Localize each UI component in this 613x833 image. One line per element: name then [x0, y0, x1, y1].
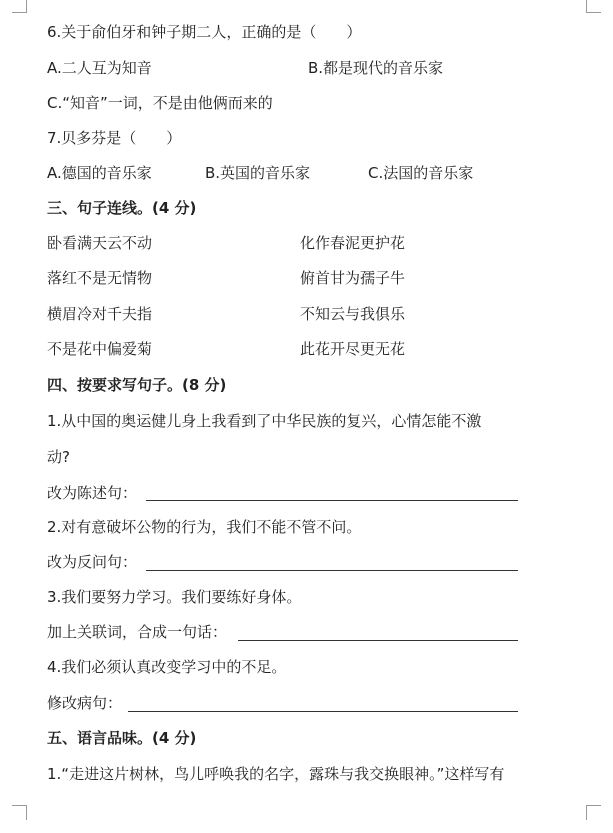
crop-mark-bottom-right [586, 805, 601, 820]
s4-q1-prompt: 改为陈述句： [47, 484, 138, 502]
crop-mark-top-right [586, 0, 601, 13]
q7-stem: 7.贝多芬是（ ） [47, 129, 182, 147]
s4-q3-answer-line[interactable] [238, 640, 518, 641]
match-right-4[interactable]: 此花开尽更无花 [300, 340, 406, 358]
q7-option-b: B.英国的音乐家 [205, 164, 311, 182]
q7-option-c: C.法国的音乐家 [368, 164, 474, 182]
s4-q1-line1: 1.从中国的奥运健儿身上我看到了中华民族的复兴，心情怎能不激 [47, 412, 482, 430]
match-right-2[interactable]: 俯首甘为孺子牛 [300, 269, 406, 287]
q6-option-b: B.都是现代的音乐家 [308, 59, 444, 77]
q7-option-a: A.德国的音乐家 [47, 164, 152, 182]
q6-stem: 6.关于俞伯牙和钟子期二人，正确的是（ ） [47, 23, 362, 41]
section3-title: 三、句子连线。(4 分) [47, 199, 197, 217]
s4-q1-line2: 动? [47, 448, 70, 466]
crop-mark-bottom-left [12, 805, 27, 820]
q6-option-c: C.“知音”一词，不是由他俩而来的 [47, 94, 273, 112]
match-left-3[interactable]: 横眉冷对千夫指 [47, 305, 153, 323]
s4-q2-text: 2.对有意破坏公物的行为，我们不能不管不问。 [47, 518, 362, 536]
s4-q3-text: 3.我们要努力学习。我们要练好身体。 [47, 588, 302, 606]
match-right-3[interactable]: 不知云与我俱乐 [300, 305, 406, 323]
s4-q2-prompt: 改为反问句： [47, 553, 138, 571]
s5-q1-text: 1.“走进这片树林，鸟儿呼唤我的名字，露珠与我交换眼神。”这样写有 [47, 765, 505, 783]
crop-mark-top-left [12, 0, 27, 13]
match-left-2[interactable]: 落红不是无情物 [47, 269, 153, 287]
s4-q3-prompt: 加上关联词，合成一句话： [47, 623, 228, 641]
s4-q1-answer-line[interactable] [146, 500, 518, 501]
q6-option-a: A.二人互为知音 [47, 59, 152, 77]
match-left-4[interactable]: 不是花中偏爱菊 [47, 340, 153, 358]
s4-q4-text: 4.我们必须认真改变学习中的不足。 [47, 658, 287, 676]
s4-q4-answer-line[interactable] [128, 711, 518, 712]
match-right-1[interactable]: 化作春泥更护花 [300, 234, 406, 252]
match-left-1[interactable]: 卧看满天云不动 [47, 234, 153, 252]
section4-title: 四、按要求写句子。(8 分) [47, 376, 227, 394]
section5-title: 五、语言品味。(4 分) [47, 729, 197, 747]
s4-q4-prompt: 修改病句： [47, 694, 123, 712]
s4-q2-answer-line[interactable] [146, 570, 518, 571]
